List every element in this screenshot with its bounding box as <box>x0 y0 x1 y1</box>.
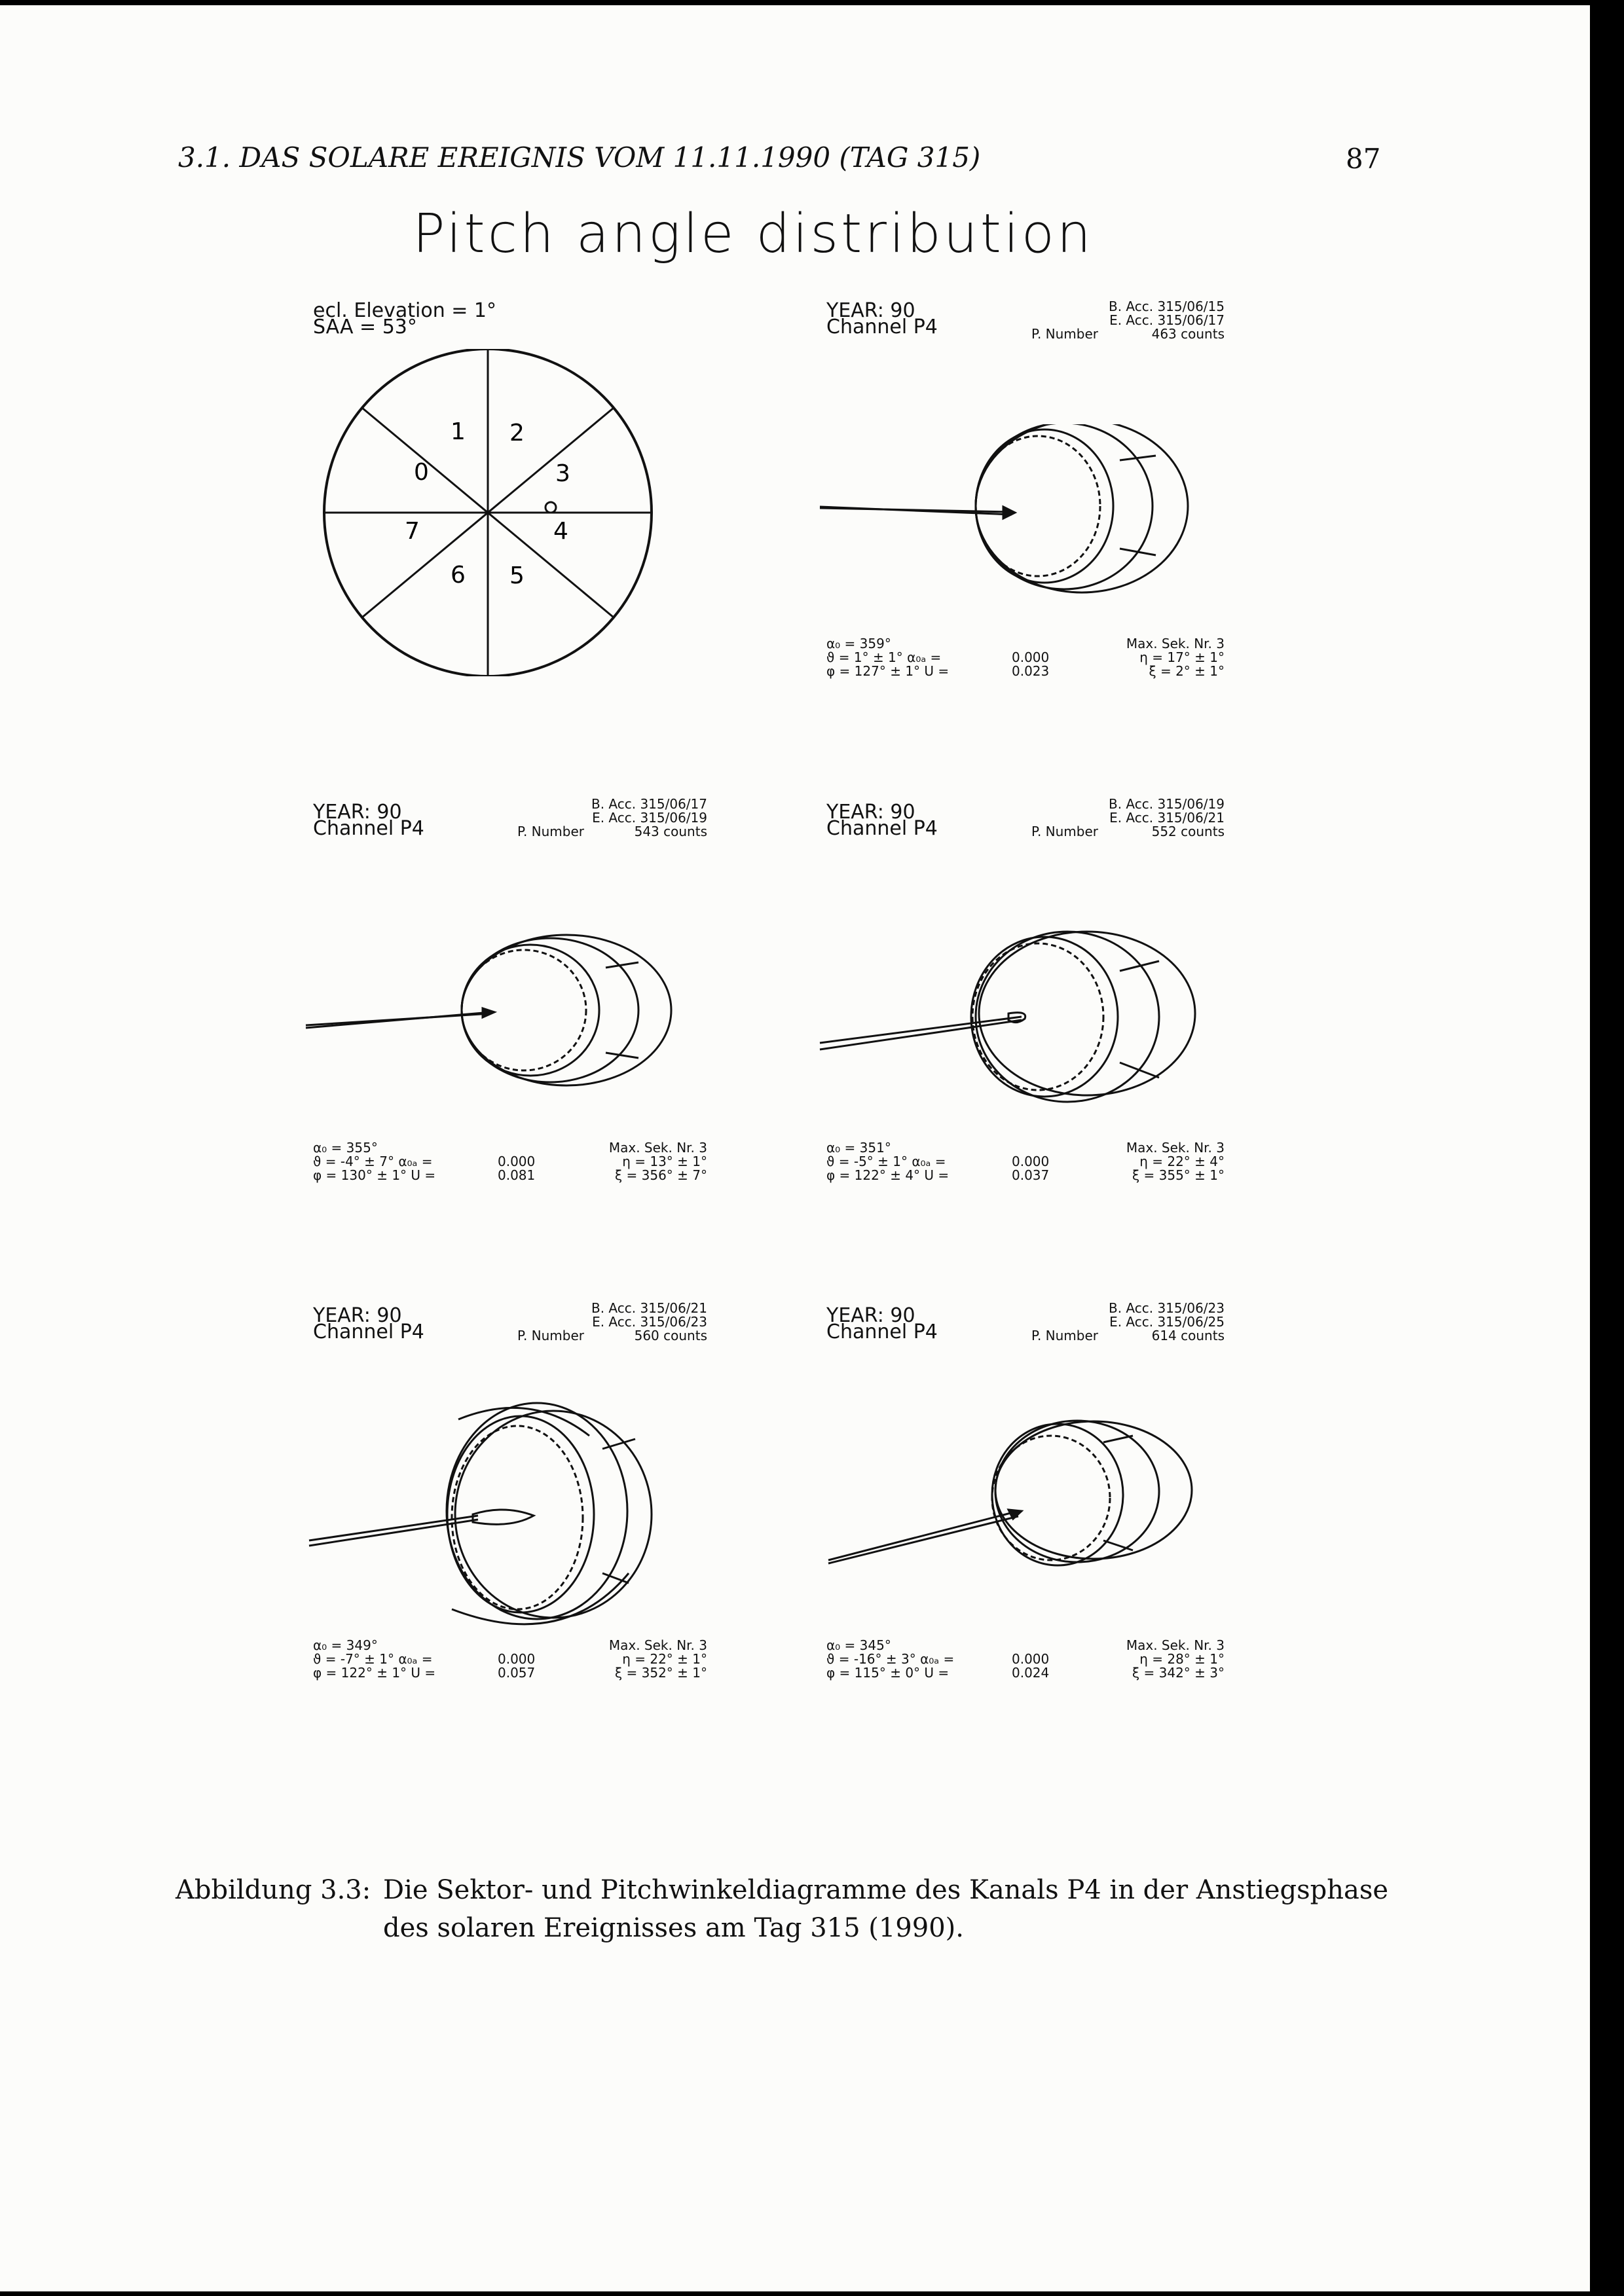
panel-4-e-acc: E. Acc. 315/06/23 <box>592 1314 707 1330</box>
panel-5-channel: Channel P4 <box>826 1321 938 1343</box>
panel-1-p-number-label: P. Number <box>1031 326 1099 342</box>
panel-1-pitch-plot <box>812 424 1231 608</box>
panel-5-year: YEAR: 90 <box>826 1304 915 1327</box>
panel-1-e-acc: E. Acc. 315/06/17 <box>1109 312 1225 328</box>
panel-1-stat-eta: η = 17° ± 1° <box>1139 649 1225 665</box>
panel-4-channel: Channel P4 <box>313 1321 424 1343</box>
panel-1-stat-alpha: α₀ = 359° <box>826 636 891 651</box>
panel-1-stat-phi: φ = 127° ± 1° U = <box>826 663 950 679</box>
panel-3-stat-xi: ξ = 355° ± 1° <box>1132 1167 1225 1183</box>
panel-5-stat-theta: ϑ = -16° ± 3° α₀ₐ = <box>826 1651 955 1667</box>
elevation-label: ecl. Elevation = 1° <box>313 299 497 322</box>
panel-1-b-acc: B. Acc. 315/06/15 <box>1108 299 1225 314</box>
panel-3-stat-phi: φ = 122° ± 4° U = <box>826 1167 950 1183</box>
sun-direction-marker <box>545 502 556 513</box>
panel-3-p-number-label: P. Number <box>1031 824 1099 839</box>
panel-4-p-number: 560 counts <box>634 1328 707 1343</box>
panel-5-b-acc: B. Acc. 315/06/23 <box>1108 1300 1225 1316</box>
sector-label-3: 3 <box>555 460 570 487</box>
panel-3-channel: Channel P4 <box>826 817 938 840</box>
panel-3-stat-a0a: 0.000 <box>1012 1154 1050 1169</box>
panel-4-year: YEAR: 90 <box>313 1304 402 1327</box>
sector-label-1: 1 <box>451 418 466 445</box>
caption-label: Abbildung 3.3: <box>175 1875 371 1905</box>
panel-5-pitch-plot <box>815 1413 1234 1596</box>
panel-5-p-number-label: P. Number <box>1031 1328 1099 1343</box>
panel-4-p-number-label: P. Number <box>517 1328 585 1343</box>
sector-label-7: 7 <box>405 518 420 545</box>
panel-5-stat-eta: η = 28° ± 1° <box>1139 1651 1225 1667</box>
panel-5-stat-u: 0.024 <box>1012 1665 1050 1681</box>
panel-3-b-acc: B. Acc. 315/06/19 <box>1108 796 1225 812</box>
figure-title: Pitch angle distribution <box>413 203 1094 265</box>
panel-1-stat-max-sek: Max. Sek. Nr. 3 <box>1126 636 1225 651</box>
panel-3-stat-alpha: α₀ = 351° <box>826 1140 891 1156</box>
panel-4-stat-theta: ϑ = -7° ± 1° α₀ₐ = <box>313 1651 433 1667</box>
panel-2-p-number: 543 counts <box>634 824 707 839</box>
panel-4-stat-u: 0.057 <box>498 1665 536 1681</box>
panel-1-stat-a0a: 0.000 <box>1012 649 1050 665</box>
panel-3-pitch-plot <box>812 915 1231 1112</box>
panel-2-stat-a0a: 0.000 <box>498 1154 536 1169</box>
panel-1-stat-u: 0.023 <box>1012 663 1050 679</box>
panel-3-stat-theta: ϑ = -5° ± 1° α₀ₐ = <box>826 1154 946 1169</box>
panel-4-stat-eta: η = 22° ± 1° <box>622 1651 707 1667</box>
panel-2-pitch-plot <box>298 928 717 1112</box>
panel-1-channel: Channel P4 <box>826 316 938 338</box>
panel-5-stat-alpha: α₀ = 345° <box>826 1637 891 1653</box>
panel-1-stat-theta: ϑ = 1° ± 1° α₀ₐ = <box>826 649 942 665</box>
panel-4-stat-max-sek: Max. Sek. Nr. 3 <box>608 1637 707 1653</box>
panel-5-stat-max-sek: Max. Sek. Nr. 3 <box>1126 1637 1225 1653</box>
caption-line-1: Die Sektor- und Pitchwinkeldiagramme des Kanals P4 in der Anstiegsphase <box>383 1875 1389 1905</box>
panel-3-p-number: 552 counts <box>1151 824 1225 839</box>
page-number: 87 <box>1346 143 1381 175</box>
panel-4-b-acc: B. Acc. 315/06/21 <box>591 1300 707 1316</box>
caption-line-2: des solaren Ereignisses am Tag 315 (1990). <box>383 1913 964 1943</box>
sector-label-2: 2 <box>509 420 525 446</box>
panel-2-e-acc: E. Acc. 315/06/19 <box>592 810 707 826</box>
panel-5-stat-xi: ξ = 342° ± 3° <box>1132 1665 1225 1681</box>
panel-1-stat-xi: ξ = 2° ± 1° <box>1149 663 1225 679</box>
sector-label-4: 4 <box>553 518 568 545</box>
panel-2-stat-max-sek: Max. Sek. Nr. 3 <box>608 1140 707 1156</box>
panel-2-stat-phi: φ = 130° ± 1° U = <box>313 1167 436 1183</box>
panel-4-pitch-plot <box>301 1377 720 1626</box>
panel-2-stat-eta: η = 13° ± 1° <box>622 1154 707 1169</box>
panel-4-stat-alpha: α₀ = 349° <box>313 1637 378 1653</box>
panel-2-stat-u: 0.081 <box>498 1167 536 1183</box>
panel-4-stat-xi: ξ = 352° ± 1° <box>615 1665 707 1681</box>
saa-label: SAA = 53° <box>313 316 417 338</box>
panel-2-stat-theta: ϑ = -4° ± 7° α₀ₐ = <box>313 1154 433 1169</box>
sector-label-5: 5 <box>509 562 525 589</box>
panel-3-year: YEAR: 90 <box>826 801 915 824</box>
panel-1-p-number: 463 counts <box>1151 326 1225 342</box>
sector-label-6: 6 <box>451 562 466 589</box>
panel-4-stat-a0a: 0.000 <box>498 1651 536 1667</box>
panel-2-p-number-label: P. Number <box>517 824 585 839</box>
panel-4-stat-phi: φ = 122° ± 1° U = <box>313 1665 436 1681</box>
paper-sheet <box>0 5 1590 2291</box>
panel-3-stat-u: 0.037 <box>1012 1167 1050 1183</box>
panel-3-stat-max-sek: Max. Sek. Nr. 3 <box>1126 1140 1225 1156</box>
panel-2-channel: Channel P4 <box>313 817 424 840</box>
panel-5-stat-phi: φ = 115° ± 0° U = <box>826 1665 950 1681</box>
running-header: 3.1. DAS SOLARE EREIGNIS VOM 11.11.1990 (TAG 315) <box>178 141 981 173</box>
panel-1-year: YEAR: 90 <box>826 299 915 322</box>
panel-5-e-acc: E. Acc. 315/06/25 <box>1109 1314 1225 1330</box>
panel-3-e-acc: E. Acc. 315/06/21 <box>1109 810 1225 826</box>
panel-2-stat-alpha: α₀ = 355° <box>313 1140 378 1156</box>
panel-5-stat-a0a: 0.000 <box>1012 1651 1050 1667</box>
panel-3-stat-eta: η = 22° ± 4° <box>1139 1154 1225 1169</box>
panel-2-year: YEAR: 90 <box>313 801 402 824</box>
sector-diagram <box>314 349 661 676</box>
panel-5-p-number: 614 counts <box>1151 1328 1225 1343</box>
panel-2-b-acc: B. Acc. 315/06/17 <box>591 796 707 812</box>
panel-2-stat-xi: ξ = 356° ± 7° <box>615 1167 707 1183</box>
sector-label-0: 0 <box>414 459 429 486</box>
